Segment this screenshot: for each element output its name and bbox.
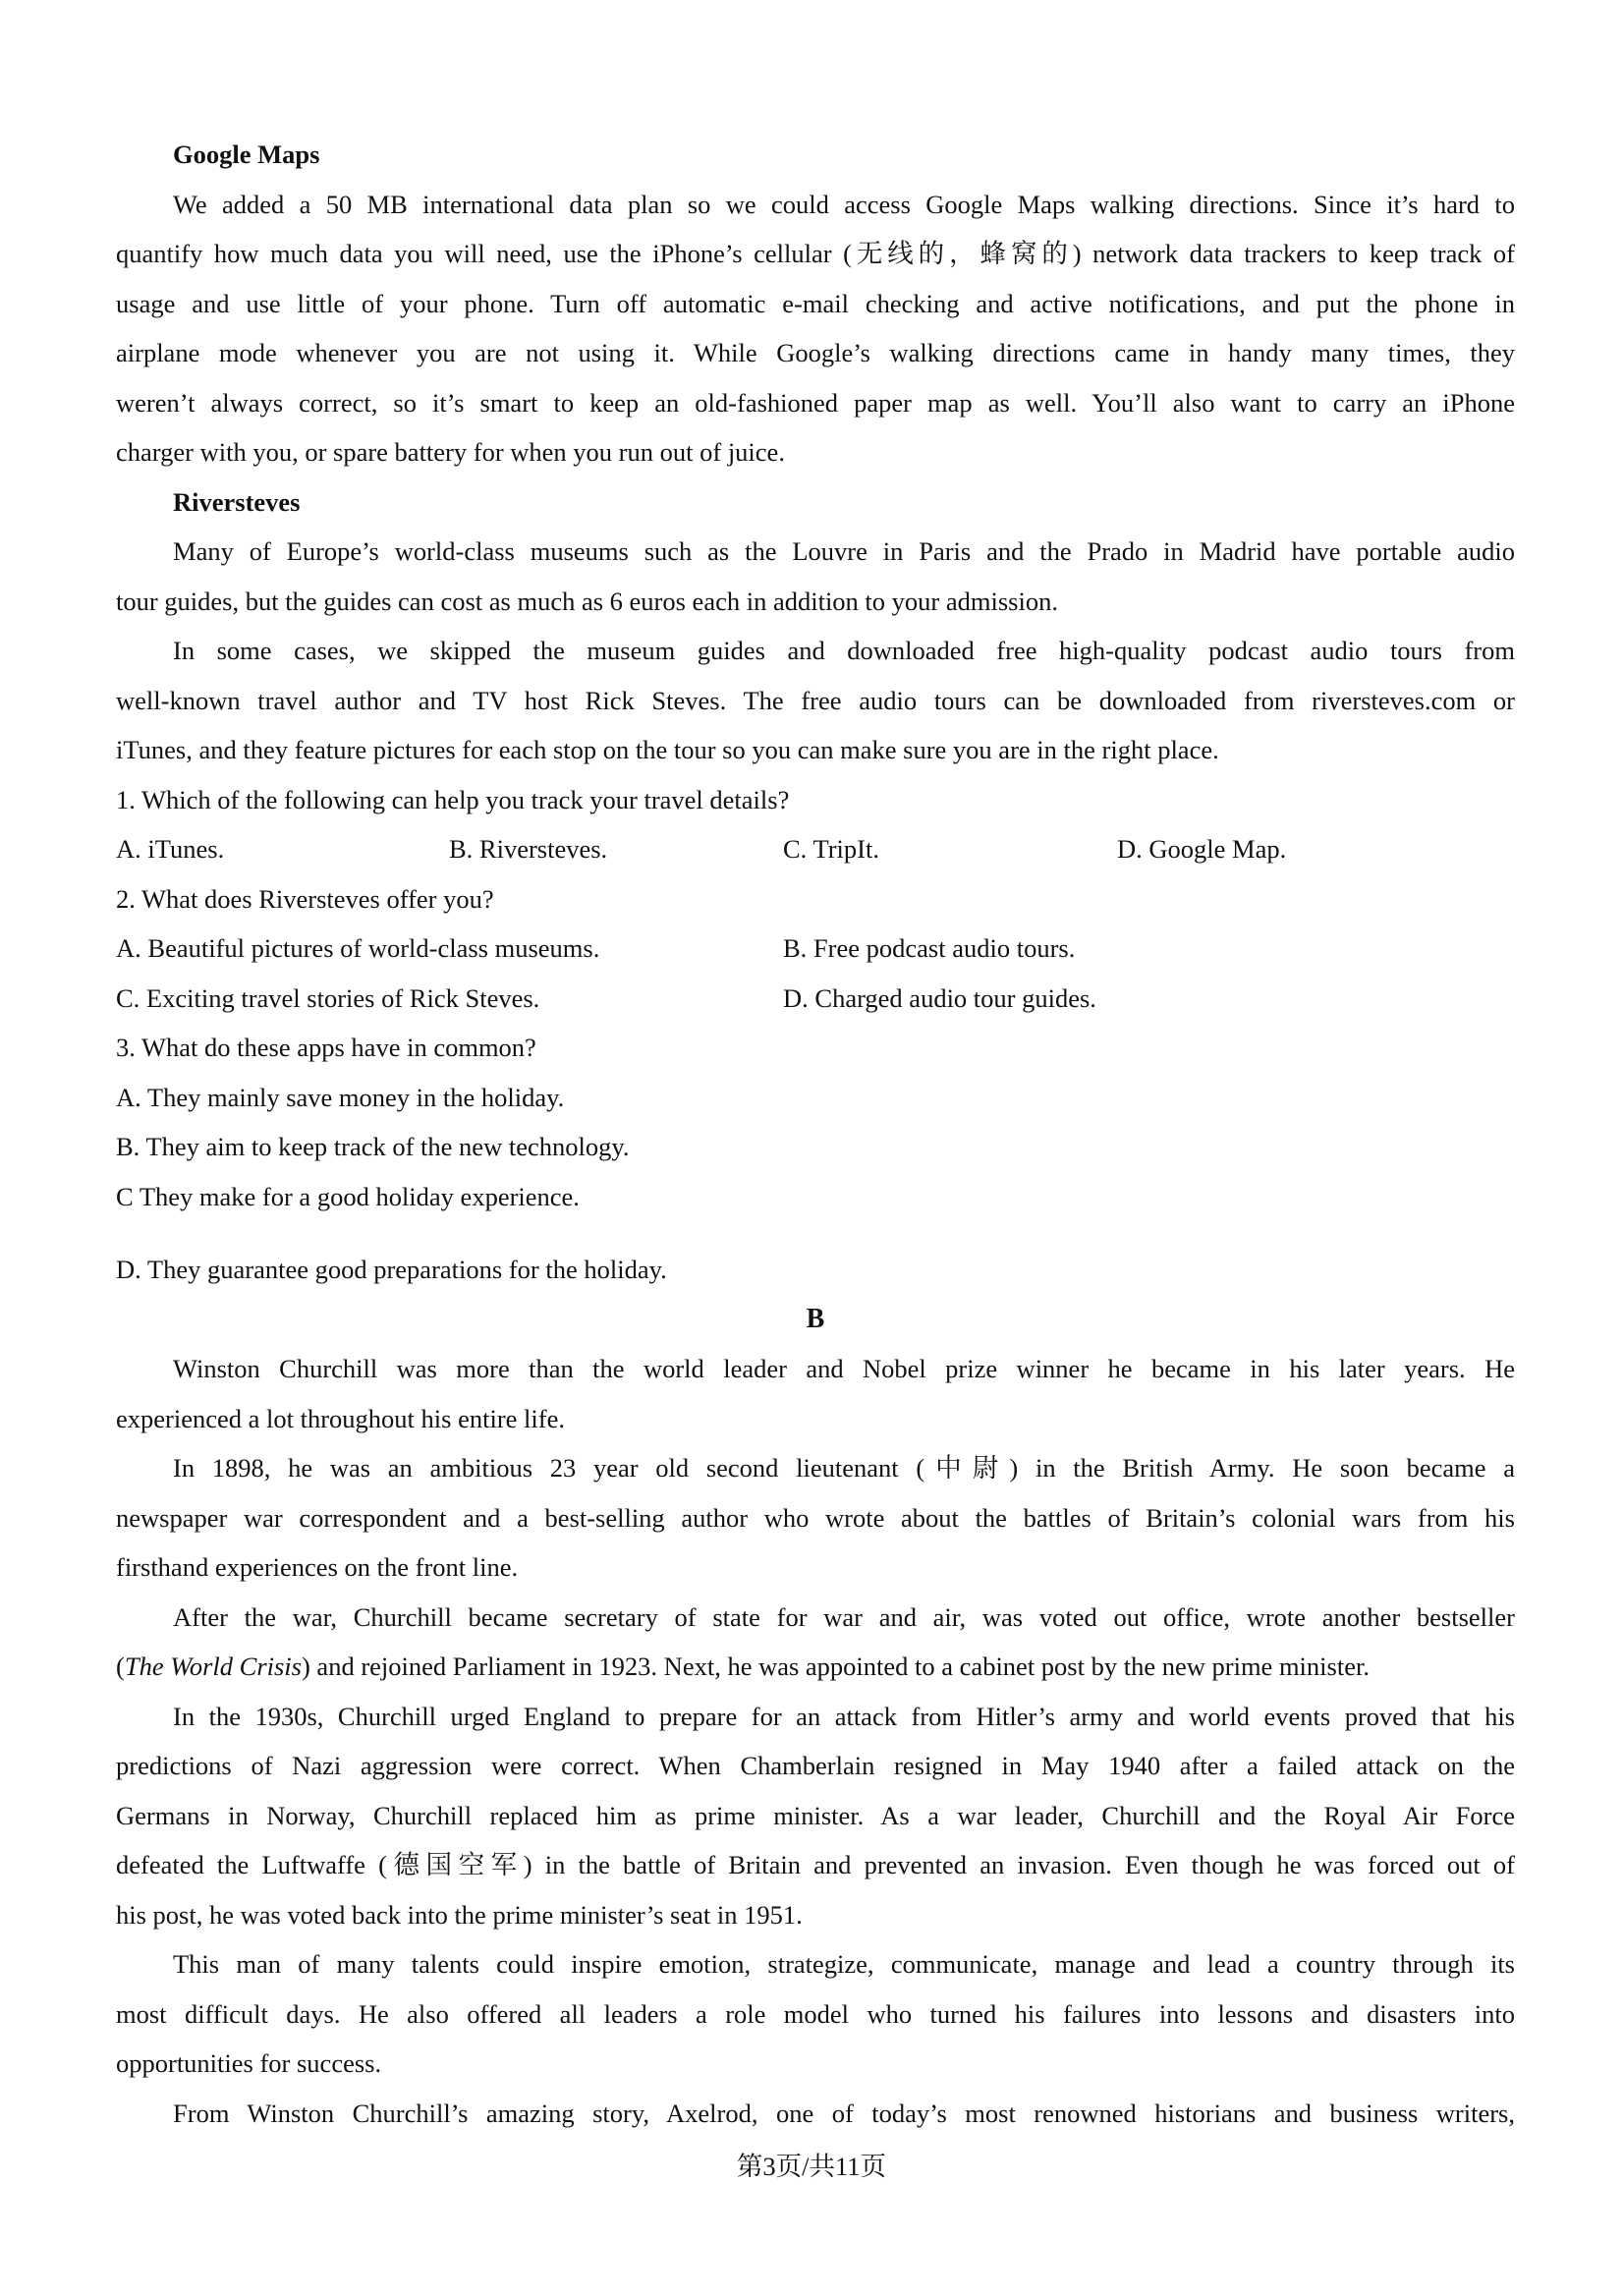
q1-option-d: D. Google Map. bbox=[1117, 834, 1287, 864]
q3-option-d: D. They guarantee good preparations for the holiday. bbox=[116, 1255, 667, 1284]
paragraph-line: iTunes, and they feature pictures for each stop on the tour so you can make sure you are in the right place. bbox=[116, 735, 1219, 764]
paragraph-line: quantify how much data you will need, use the iPhone’s cellular (无线的，蜂窝的) network data trackers to keep track of bbox=[116, 239, 1515, 268]
paragraph-line: In 1898, he was an ambitious 23 year old second lieutenant (中尉) in the British Army. He soon became a bbox=[173, 1453, 1515, 1483]
question-stem-1: 1. Which of the following can help you track your travel details? bbox=[116, 784, 790, 814]
paragraph-line: usage and use little of your phone. Turn off automatic e-mail checking and active notifications, and put the phone in bbox=[116, 288, 1515, 318]
paragraph-line: charger with you, or spare battery for when you run out of juice. bbox=[116, 437, 785, 467]
q2-option-c: C. Exciting travel stories of Rick Steves. bbox=[116, 982, 540, 1013]
paragraph-line: In some cases, we skipped the museum guides and downloaded free high-quality podcast audio tours from bbox=[173, 636, 1515, 665]
q3-option-c: C They make for a good holiday experience. bbox=[116, 1181, 580, 1211]
passage-letter: B bbox=[806, 1303, 825, 1334]
paragraph-line-with-title bbox=[116, 1642, 1515, 1692]
book-title: The World Crisis bbox=[124, 1652, 302, 1681]
paragraph-line: opportunities for success. bbox=[116, 2048, 382, 2078]
paragraph-line: From Winston Churchill’s amazing story, Axelrod, one of today’s most renowned historians and business writers, bbox=[173, 2098, 1515, 2128]
page-number-footer: 第3页/共11页 bbox=[736, 2152, 887, 2181]
paragraph-line: experienced a lot throughout his entire life. bbox=[116, 1403, 565, 1433]
question-stem-2: 2. What does Riversteves offer you? bbox=[116, 883, 494, 914]
question-2-options-row-1 bbox=[116, 924, 1515, 974]
q2-option-a: A. Beautiful pictures of world-class museums. bbox=[116, 933, 600, 963]
paragraph-line: most difficult days. He also offered all leaders a role model who turned his failures into lessons and disasters into bbox=[116, 1998, 1515, 2029]
q3-option-b: B. They aim to keep track of the new technology. bbox=[116, 1132, 630, 1161]
paragraph-line: Many of Europe’s world-class museums such as the Louvre in Paris and the Prado in Madrid have portable audio bbox=[173, 536, 1515, 566]
paragraph-line: After the war, Churchill became secretary of state for war and air, was voted out office, wrote another bestseller bbox=[173, 1601, 1515, 1632]
paragraph-line: well-known travel author and TV host Rick Steves. The free audio tours can be downloaded from riversteves.com or bbox=[116, 685, 1515, 715]
paragraph-line: newspaper war correspondent and a best-selling author who wrote about the battles of Britain’s colonial wars from his bbox=[116, 1502, 1515, 1533]
question-2-options-row-2 bbox=[116, 974, 1515, 1024]
question-stem-3: 3. What do these apps have in common? bbox=[116, 1033, 536, 1062]
q1-option-c: C. TripIt. bbox=[783, 834, 879, 864]
q3-option-a: A. They mainly save money in the holiday. bbox=[116, 1082, 565, 1112]
section-heading-riversteves: Riversteves bbox=[173, 486, 301, 517]
paragraph-line: defeated the Luftwaffe (德国空军) in the battle of Britain and prevented an invasion. Even though he was forced out of bbox=[116, 1850, 1515, 1879]
paragraph-line: firsthand experiences on the front line. bbox=[116, 1552, 519, 1582]
q2-option-d: D. Charged audio tour guides. bbox=[783, 982, 1096, 1013]
paragraph-line: Winston Churchill was more than the world leader and Nobel prize winner he became in his later years. He bbox=[173, 1354, 1515, 1383]
question-1-options bbox=[116, 824, 1515, 874]
paragraph-line: We added a 50 MB international data plan so we could access Google Maps walking directions. Since it’s hard to bbox=[173, 189, 1515, 219]
paragraph-line: weren’t always correct, so it’s smart to keep an old-fashioned paper map as well. You’ll also want to carry an iPhone bbox=[116, 387, 1515, 418]
paragraph-line: predictions of Nazi aggression were correct. When Chamberlain resigned in May 1940 after a failed attack on the bbox=[116, 1751, 1515, 1780]
spacer bbox=[116, 1221, 1515, 1245]
document-page bbox=[116, 130, 1515, 2138]
q1-option-a: A. iTunes. bbox=[116, 834, 225, 864]
section-heading-google-maps: Google Maps bbox=[173, 140, 320, 169]
paragraph-line: his post, he was voted back into the prime minister’s seat in 1951. bbox=[116, 1899, 803, 1930]
paragraph-line: This man of many talents could inspire emotion, strategize, communicate, manage and lead a country through its bbox=[173, 1949, 1515, 1979]
open-paren: ( bbox=[116, 1652, 125, 1681]
q2-option-b: B. Free podcast audio tours. bbox=[783, 933, 1076, 963]
paragraph-line: airplane mode whenever you are not using it. While Google’s walking directions came in handy many times, they bbox=[116, 338, 1515, 367]
paragraph-line: tour guides, but the guides can cost as much as 6 euros each in addition to your admission. bbox=[116, 586, 1058, 616]
paragraph-line: In the 1930s, Churchill urged England to prepare for an attack from Hitler’s army and world events proved that his bbox=[173, 1701, 1515, 1731]
paragraph-line: Germans in Norway, Churchill replaced him as prime minister. As a war leader, Churchill and the Royal Air Force bbox=[116, 1800, 1515, 1830]
paragraph-line-rest: ) and rejoined Parliament in 1923. Next, he was appointed to a cabinet post by the new prime minister. bbox=[301, 1652, 1370, 1681]
q1-option-b: B. Riversteves. bbox=[449, 834, 608, 864]
